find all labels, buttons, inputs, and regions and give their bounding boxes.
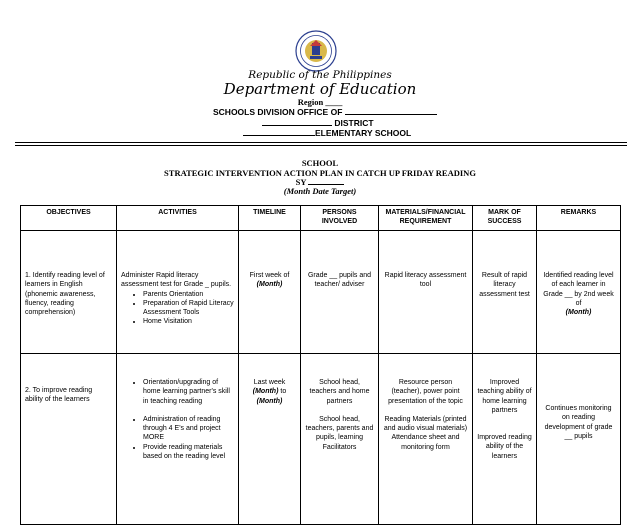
row2-timeline <box>239 354 301 525</box>
row2-success-a: Improved teaching ability of home learning partners <box>477 379 532 414</box>
republic-label: Republic of the Philippines <box>248 69 392 81</box>
row2-timeline-month-end: (Month) <box>256 397 283 405</box>
row2-objective: 2. To improve reading ability of the learners <box>21 354 117 525</box>
row1-persons: Grade __ pupils and teacher/ adviser <box>301 231 379 354</box>
row1-timeline-text: First week of <box>249 272 290 279</box>
target-date: (Month Date Target) <box>283 186 357 196</box>
header-success: MARK OF SUCCESS <box>473 206 537 231</box>
row2-persons-b: School head, teachers, parents and pupils, learning Facilitators <box>305 415 374 451</box>
row2-activities <box>117 354 239 525</box>
row1-timeline-month: (Month) <box>256 281 283 289</box>
row2-success <box>473 354 537 525</box>
row1-remarks-text: Identified reading level of each learner in Grade __ by 2nd week of <box>543 272 614 307</box>
row2-timeline-month-line <box>243 387 296 396</box>
row2-materials-b: Reading Materials (printed and audio visual materials) <box>383 415 468 433</box>
elementary-label: ELEMENTARY SCHOOL <box>315 128 412 138</box>
header-persons: PERSONS INVOLVED <box>301 206 379 231</box>
department-title: Department of Education <box>223 80 417 98</box>
sy-label: SY <box>295 177 307 187</box>
table-header-row <box>21 206 621 231</box>
header-rule <box>15 142 627 143</box>
row2-success-b: Improved reading ability of the learners <box>477 434 532 460</box>
row2-remarks: Continues monitoring on reading development of grade __ pupils <box>537 354 621 525</box>
row1-activities <box>117 231 239 354</box>
row1-remarks-month: (Month) <box>565 309 592 317</box>
row2-activity-list <box>121 378 234 406</box>
elementary-line <box>243 127 411 138</box>
school-title: SCHOOL <box>301 158 339 168</box>
row1-objective: 1. Identify reading level of learners in English (phonemic awareness, fluency, reading comprehension) <box>21 231 117 354</box>
list-item: • Preparation of Rapid Literacy Assessment Tools <box>143 299 234 318</box>
row1-remarks <box>537 231 621 354</box>
district-label: DISTRICT <box>334 118 374 128</box>
row2-materials-a: Resource person (teacher), power point presentation of the topic <box>388 379 463 405</box>
list-item: • Administration of reading through 4 E's and project MORE <box>143 415 234 443</box>
list-item: • Home Visitation <box>143 317 234 326</box>
sdo-line <box>213 106 437 117</box>
row2-timeline-month-start: (Month) <box>252 388 279 396</box>
header-objectives: OBJECTIVES <box>21 206 117 231</box>
list-item: • Provide reading materials based on the reading level <box>143 443 234 462</box>
row1-success: Result of rapid literacy assessment test <box>473 231 537 354</box>
header-rule-double <box>15 145 627 146</box>
action-plan-table <box>20 205 621 525</box>
row1-activity-list <box>121 290 234 327</box>
sy-blank <box>308 177 344 185</box>
row2-persons <box>301 354 379 525</box>
header-materials: MATERIALS/FINANCIAL REQUIREMENT <box>379 206 473 231</box>
header-timeline: TIMELINE <box>239 206 301 231</box>
header-activities: ACTIVITIES <box>117 206 239 231</box>
table-row <box>21 231 621 354</box>
district-blank <box>262 117 332 126</box>
table-row <box>21 354 621 525</box>
header-remarks: REMARKS <box>537 206 621 231</box>
row1-activity-intro: Administer Rapid literacy assessment test for Grade _ pupils. <box>121 272 232 289</box>
region-label: Region ____ <box>297 97 343 107</box>
plan-title: STRATEGIC INTERVENTION ACTION PLAN IN CATCH UP FRIDAY READING <box>164 168 476 178</box>
row2-materials <box>379 354 473 525</box>
row2-activity-list-2 <box>121 415 234 461</box>
elementary-blank <box>243 127 315 136</box>
row1-materials: Rapid literacy assessment tool <box>379 231 473 354</box>
row2-materials-c: Attendance sheet and monitoring form <box>391 434 460 451</box>
row2-timeline-to: to <box>280 388 287 396</box>
row2-timeline-text: Last week <box>253 379 286 386</box>
row2-persons-a: School head, teachers and home partners <box>309 379 370 405</box>
deped-seal-logo <box>295 30 337 72</box>
list-item: • Parents Orientation <box>143 290 234 299</box>
sdo-label: SCHOOLS DIVISION OFFICE OF <box>213 107 343 117</box>
row1-timeline <box>239 231 301 354</box>
list-item: • Orientation/upgrading of home learning partner's skill in teaching reading <box>143 378 234 406</box>
sdo-blank <box>345 106 437 115</box>
